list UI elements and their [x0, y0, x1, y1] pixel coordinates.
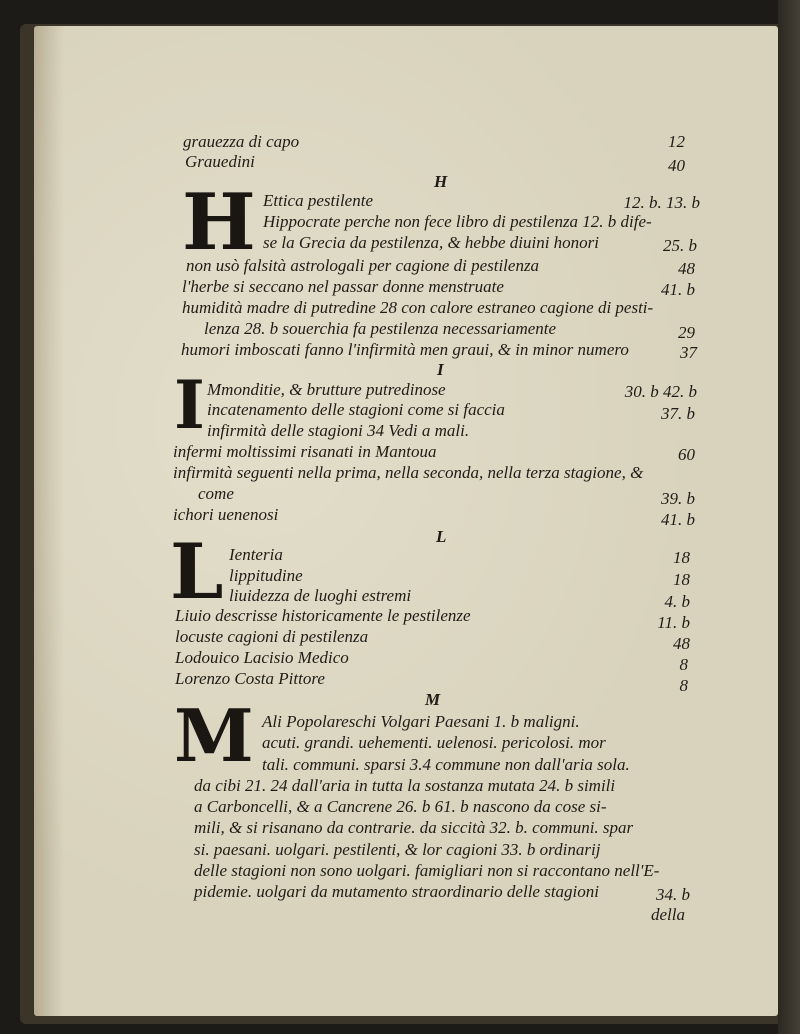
- index-entry: da cibi 21. 24 dall'aria in tutta la sostanza mutata 24. b simili: [194, 776, 616, 795]
- index-entry: Ali Popolareschi Volgari Paesani 1. b maligni.: [262, 712, 580, 731]
- index-page-ref: 11. b: [657, 613, 690, 632]
- drop-cap-i: I: [174, 366, 205, 444]
- catchword: della: [651, 905, 685, 924]
- index-page-ref: 48: [678, 259, 695, 278]
- section-letter-l: L: [436, 527, 447, 546]
- index-page-ref: 39. b: [661, 489, 695, 508]
- index-page-ref: 60: [678, 445, 695, 464]
- index-entry: Liuio descrisse historicamente le pestilenze: [175, 606, 471, 625]
- index-entry: Hippocrate perche non fece libro di pestilenza 12. b dife-: [263, 212, 652, 231]
- index-entry: delle stagioni non sono uolgari. famigliari non si raccontano nell'E-: [194, 861, 660, 880]
- index-page-ref: 40: [668, 156, 685, 175]
- index-entry: se la Grecia da pestilenza, & hebbe diuini honori: [263, 233, 600, 252]
- index-page-ref: 12. b. 13. b: [623, 193, 700, 212]
- index-entry: pidemie. uolgari da mutamento straordinario delle stagioni: [194, 882, 599, 901]
- index-entry: grauezza di capo: [183, 132, 300, 151]
- index-entry: a Carboncelli, & a Cancrene 26. b 61. b nascono da cose si-: [194, 797, 607, 816]
- index-page-ref: 18: [673, 548, 690, 567]
- index-entry: humidità madre di putredine 28 con calore estraneo cagione di pesti-: [182, 298, 654, 317]
- index-page-ref: 29: [678, 323, 695, 342]
- index-page-ref: 41. b: [661, 280, 695, 299]
- index-entry: infirmità delle stagioni 34 Vedi a mali.: [207, 421, 470, 440]
- index-entry: lenza 28. b souerchia fa pestilenza necessariamente: [204, 319, 557, 338]
- index-entry: non usò falsità astrologali per cagione di pestilenza: [186, 256, 540, 275]
- index-entry: mili, & si risanano da contrarie. da siccità 32. b. communi. spar: [194, 818, 634, 837]
- index-entry: Lorenzo Costa Pittore: [175, 669, 325, 688]
- index-page-ref: 37. b: [661, 404, 695, 423]
- index-entry: Ettica pestilente: [263, 191, 373, 210]
- drop-cap-l: L: [170, 527, 224, 616]
- index-page-ref: 37: [680, 343, 697, 362]
- index-page-ref: 34. b: [656, 885, 690, 904]
- index-entry: come: [198, 484, 234, 503]
- index-page-ref: 8: [679, 676, 688, 695]
- index-page-ref: 25. b: [663, 236, 697, 255]
- index-page-ref: 4. b: [664, 592, 690, 611]
- index-entry: Mmonditie, & brutture putredinose: [207, 380, 446, 399]
- index-page-ref: 18: [673, 570, 690, 589]
- index-entry: humori imboscati fanno l'infirmità men graui, & in minor numero: [181, 340, 629, 359]
- index-entry: Lodouico Lacisio Medico: [175, 648, 349, 667]
- index-entry: Ienteria: [229, 545, 283, 564]
- drop-cap-m: M: [174, 693, 254, 778]
- index-entry: l'herbe si seccano nel passar donne menstruate: [182, 277, 504, 296]
- index-page-ref: 48: [673, 634, 690, 653]
- section-letter-h: H: [434, 172, 448, 191]
- index-entry: tali. communi. sparsi 3.4 commune non dall'aria sola.: [262, 755, 630, 774]
- index-entry: infirmità seguenti nella prima, nella seconda, nella terza stagione, &: [173, 463, 644, 482]
- index-entry: si. paesani. uolgari. pestilenti, & lor cagioni 33. b ordinarij: [194, 840, 601, 859]
- index-entry: infermi moltissimi risanati in Mantoua: [173, 442, 437, 461]
- section-letter-i: I: [437, 360, 444, 379]
- index-entry: liuidezza de luoghi estremi: [229, 586, 412, 605]
- drop-cap-h: H: [182, 177, 256, 268]
- index-page-ref: 8: [679, 655, 688, 674]
- index-entry: acuti. grandi. uehementi. uelenosi. pericolosi. mor: [262, 733, 606, 752]
- index-page-ref: 30. b 42. b: [624, 382, 697, 401]
- index-entry: locuste cagioni di pestilenza: [175, 627, 369, 646]
- page-number: 12: [668, 132, 685, 151]
- index-entry: lippitudine: [229, 566, 303, 585]
- index-page-ref: 41. b: [661, 510, 695, 529]
- index-entry: ichori uenenosi: [173, 505, 279, 524]
- index-entry: incatenamento delle stagioni come si faccia: [207, 400, 505, 419]
- index-entry: Grauedini: [185, 152, 255, 171]
- section-letter-m: M: [425, 690, 441, 709]
